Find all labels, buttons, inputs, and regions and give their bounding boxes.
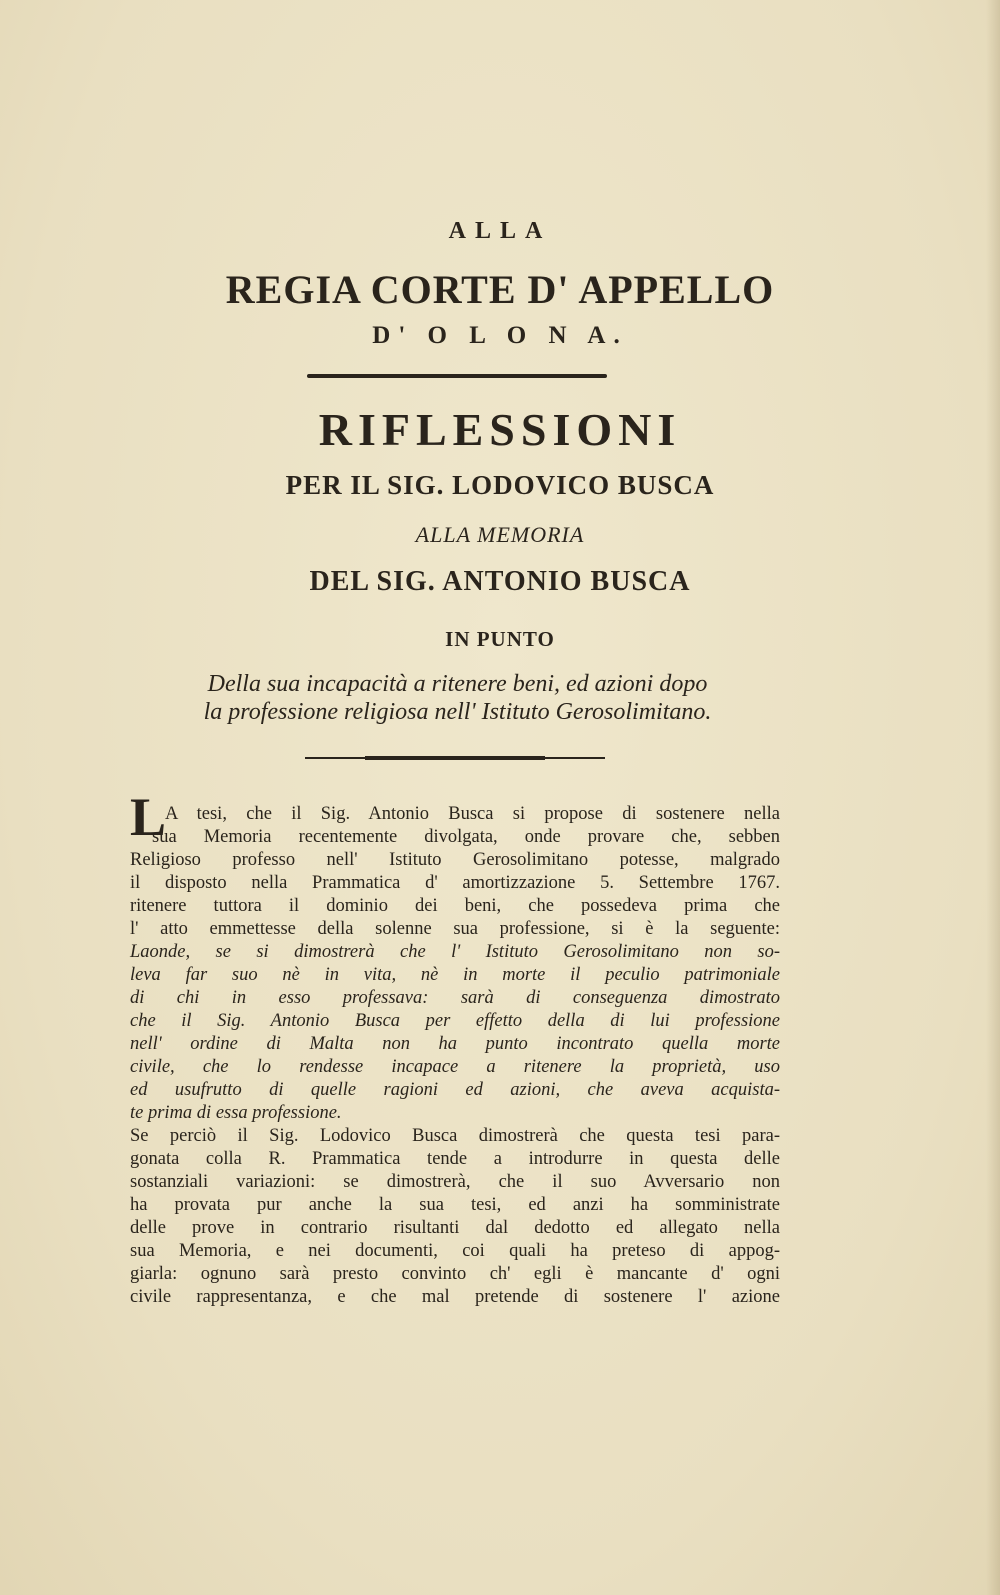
body-line: ed usufrutto di quelle ragioni ed azioni, che aveva acquista- (130, 1080, 780, 1100)
title-punto: IN PUNTO (445, 627, 555, 651)
title-del: DEL SIG. ANTONIO BUSCA (309, 566, 691, 597)
header-corte: REGIA CORTE D' APPELLO (225, 267, 775, 312)
body-line: civile, che lo rendesse incapace a ritenere la proprietà, uso (130, 1057, 780, 1077)
body-line: ritenere tuttora il dominio dei beni, che possedeva prima che (130, 896, 780, 916)
body-line: il disposto nella Prammatica d' amortizzazione 5. Settembre 1767. (130, 873, 780, 893)
body-line: di chi in esso professava: sarà di conseguenza dimostrato (130, 988, 780, 1008)
body-line: che il Sig. Antonio Busca per effetto della di lui professione (130, 1011, 780, 1031)
body-line: delle prove in contrario risultanti dal dedotto ed allegato nella (130, 1218, 780, 1238)
subtitle-line-2: la professione religiosa nell' Istituto Gerosolimitano. (203, 699, 712, 725)
title-memoria: ALLA MEMORIA (415, 522, 585, 547)
subtitle-line-1: Della sua incapacità a ritenere beni, ed azioni dopo (207, 671, 708, 697)
body-line: civile rappresentanza, e che mal pretende di sostenere l' azione (130, 1287, 780, 1307)
body-line: nell' ordine di Malta non ha punto incontrato quella morte (130, 1034, 780, 1054)
drop-cap: L (130, 787, 167, 847)
body-line: giarla: ognuno sarà presto convinto ch' egli è mancante d' ogni (130, 1264, 780, 1284)
body-line: sua Memoria, e nei documenti, coi quali ha preteso di appog- (130, 1241, 780, 1261)
document-title: RIFLESSIONI (318, 404, 682, 455)
body-line: te prima di essa professione. (130, 1103, 342, 1123)
header-olona: D' O L O N A. (372, 322, 628, 349)
body-line: gonata colla R. Prammatica tende a introdurre in questa delle (130, 1149, 780, 1169)
body-line: sostanziali variazioni: se dimostrerà, che il suo Avversario non (130, 1172, 780, 1192)
title-per: PER IL SIG. LODOVICO BUSCA (285, 470, 715, 500)
body-line: sua Memoria recentemente divolgata, onde provare che, sebben (152, 827, 780, 847)
body-line: Religioso professo nell' Istituto Gerosolimitano potesse, malgrado (130, 850, 780, 870)
body-line: leva far suo nè in vita, nè in morte il peculio patrimoniale (130, 965, 780, 985)
body-line: Laonde, se si dimostrerà che l' Istituto Gerosolimitano non so- (130, 942, 780, 962)
body-line: ha provata pur anche la sua tesi, ed anzi ha somministrate (130, 1195, 780, 1215)
body-line: l' atto emmettesse della solenne sua professione, si è la seguente: (130, 919, 780, 939)
header-alla: ALLA (448, 218, 552, 244)
divider-rule-top (307, 374, 607, 378)
body-line: A tesi, che il Sig. Antonio Busca si propose di sostenere nella (165, 804, 780, 824)
divider-rule-bottom (305, 757, 605, 759)
body-line: Se perciò il Sig. Lodovico Busca dimostrerà che questa tesi para- (130, 1126, 780, 1146)
